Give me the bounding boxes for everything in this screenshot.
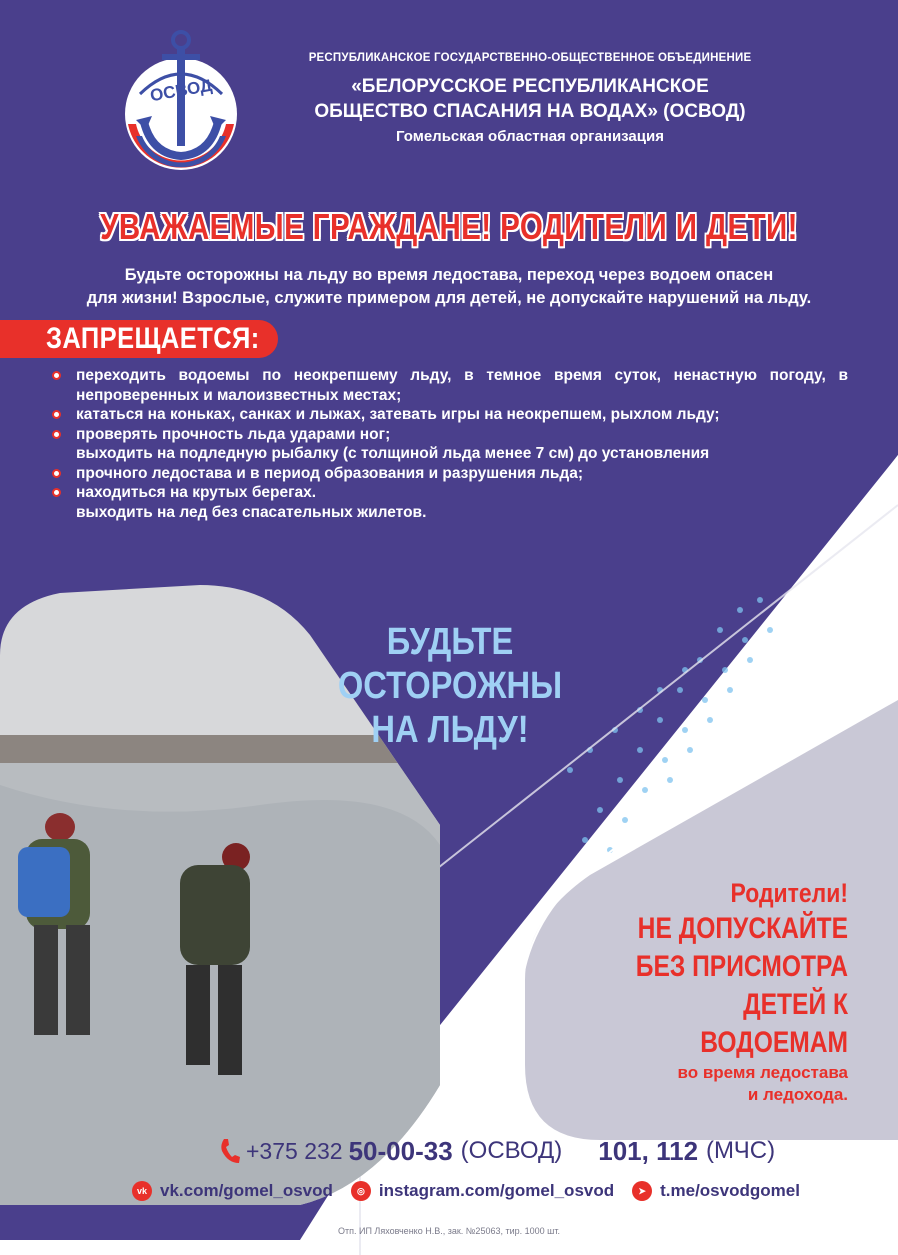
intro-text xyxy=(30,264,868,310)
list-item: кататься на коньках, санках и лыжах, затевать игры на неокрепшем, рыхлом льду; xyxy=(48,405,848,425)
parents-line-1: НЕ ДОПУСКАЙТЕ xyxy=(637,912,848,945)
print-imprint: Отп. ИП Ляховченко Н.В., зак. №25063, тир. 1000 шт. xyxy=(338,1226,560,1236)
parents-line-4: ВОДОЕМАМ xyxy=(700,1026,848,1059)
slogan-line-1: БУДЬТЕ xyxy=(386,621,514,663)
phone-prefix: +375 232 xyxy=(246,1137,343,1164)
intro-line-2: для жизни! Взрослые, служите примером для детей, не допускайте нарушений на льду. xyxy=(86,289,812,307)
vk-url[interactable]: vk.com/gomel_osvod xyxy=(160,1181,333,1200)
org-name-line2: ОБЩЕСТВО СПАСАНИЯ НА ВОДАХ» (ОСВОД) xyxy=(314,101,746,122)
parents-warning xyxy=(560,876,848,1106)
org-type: РЕСПУБЛИКАНСКОЕ ГОСУДАРСТВЕННО-ОБЩЕСТВЕННОЕ ОБЪЕДИНЕНИЕ xyxy=(308,52,752,64)
org-region: Гомельская областная организация xyxy=(396,128,664,145)
parents-title: Родители! xyxy=(730,878,848,908)
list-item-continuation: выходить на подледную рыбалку (с толщиной льда менее 7 см) до установления xyxy=(76,445,710,462)
intro-line-1: Будьте осторожны на льду во время ледостава, переход через водоем опасен xyxy=(124,266,774,284)
list-item: проверять прочность льда ударами ног; xyxy=(48,425,848,445)
telegram-url[interactable]: t.me/osvodgomel xyxy=(660,1181,800,1200)
phone-tag: (ОСВОД) xyxy=(460,1137,563,1164)
instagram-icon: ◎ xyxy=(351,1181,371,1201)
list-item-continuation: выходить на лед без спасательных жилетов. xyxy=(76,503,427,521)
org-name-line1: «БЕЛОРУССКОЕ РЕСПУБЛИКАНСКОЕ xyxy=(351,76,709,97)
slogan-line-2: ОСТОРОЖНЫ xyxy=(337,665,563,707)
logo-text: ОСВОД xyxy=(148,75,214,106)
forbidden-title: ЗАПРЕЩАЕТСЯ: xyxy=(46,322,260,355)
bullet-icon xyxy=(52,371,61,380)
phone-icon xyxy=(218,1137,240,1165)
parents-note-2: и ледохода. xyxy=(747,1085,848,1104)
phone-number[interactable]: 50-00-33 xyxy=(348,1135,453,1166)
org-name xyxy=(260,74,800,124)
bullet-icon xyxy=(52,469,61,478)
vk-icon: vk xyxy=(132,1181,152,1201)
instagram-url[interactable]: instagram.com/gomel_osvod xyxy=(378,1181,615,1200)
main-headline: УВАЖАЕМЫЕ ГРАЖДАНЕ! РОДИТЕЛИ И ДЕТИ! xyxy=(100,206,798,247)
slogan-line-3: НА ЛЬДУ! xyxy=(371,709,529,751)
telegram-link[interactable] xyxy=(632,1181,800,1201)
bullet-icon xyxy=(52,488,61,497)
bullet-icon xyxy=(52,430,61,439)
be-careful-slogan xyxy=(330,620,571,752)
list-item: переходить водоемы по неокрепшему льду, в темное время суток, ненастную погоду, в непроверенных и малоизвестных местах; xyxy=(48,366,848,405)
social-links xyxy=(132,1178,862,1204)
emergency-numbers[interactable]: 101, 112 xyxy=(598,1135,699,1166)
parents-note-1: во время ледостава xyxy=(677,1063,848,1082)
instagram-link[interactable] xyxy=(351,1181,614,1201)
contact-row xyxy=(218,1133,858,1169)
vk-link[interactable] xyxy=(132,1181,333,1201)
parents-line-2: БЕЗ ПРИСМОТРА xyxy=(635,950,848,983)
list-item: находиться на крутых берегах. xyxy=(48,483,848,503)
parents-line-3: ДЕТЕЙ К xyxy=(743,988,848,1021)
emergency-tag: (МЧС) xyxy=(706,1137,776,1164)
list-item: прочного ледостава и в период образования и разрушения льда; xyxy=(48,464,848,484)
osvod-logo xyxy=(122,24,240,174)
telegram-icon: ➤ xyxy=(632,1181,652,1201)
bullet-icon xyxy=(52,410,61,419)
forbidden-list xyxy=(48,366,848,522)
